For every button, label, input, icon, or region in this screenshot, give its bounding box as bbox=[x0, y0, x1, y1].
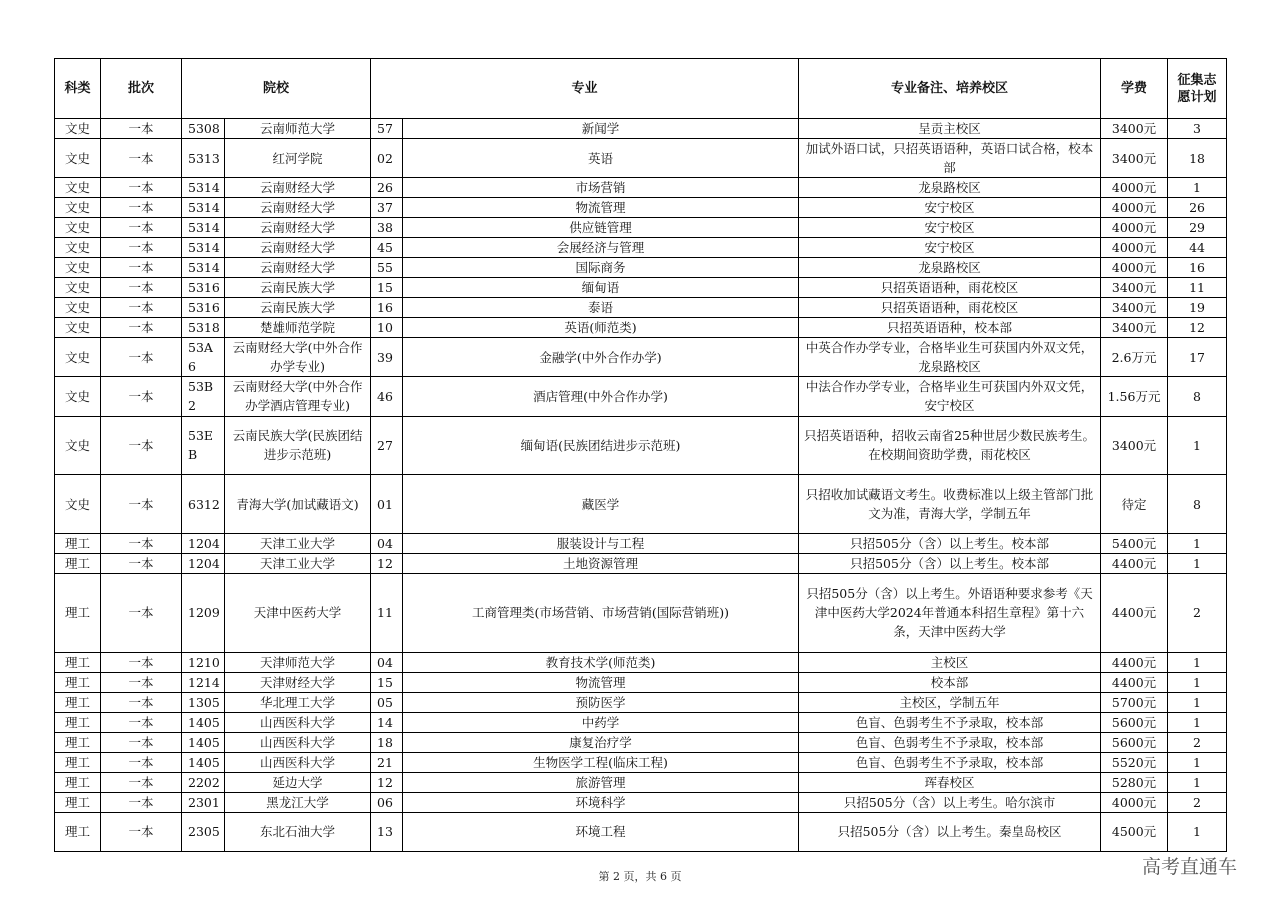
school-code-cell: 6312 bbox=[182, 475, 225, 534]
school-code-cell: 53EB bbox=[182, 416, 225, 475]
plan-count-cell: 2 bbox=[1168, 574, 1227, 652]
major-name-cell: 环境科学 bbox=[403, 792, 799, 812]
table-row bbox=[55, 318, 1227, 338]
category-cell: 理工 bbox=[55, 692, 101, 712]
category-cell: 文史 bbox=[55, 278, 101, 298]
fee-cell: 5700元 bbox=[1101, 692, 1168, 712]
plan-count-cell: 1 bbox=[1168, 652, 1227, 672]
school-code-cell: 5316 bbox=[182, 278, 225, 298]
batch-cell: 一本 bbox=[101, 298, 182, 318]
fee-cell: 4400元 bbox=[1101, 652, 1168, 672]
table-row bbox=[55, 238, 1227, 258]
table-row bbox=[55, 338, 1227, 377]
batch-cell: 一本 bbox=[101, 672, 182, 692]
major-code-cell: 46 bbox=[371, 377, 403, 416]
category-cell: 文史 bbox=[55, 178, 101, 198]
table-row bbox=[55, 178, 1227, 198]
table-row bbox=[55, 712, 1227, 732]
major-code-cell: 39 bbox=[371, 338, 403, 377]
category-cell: 文史 bbox=[55, 318, 101, 338]
page-footer: 第 2 页，共 6 页 bbox=[598, 870, 682, 883]
header-major: 专业 bbox=[371, 59, 799, 119]
table-row bbox=[55, 218, 1227, 238]
note-cell: 安宁校区 bbox=[799, 238, 1101, 258]
major-code-cell: 27 bbox=[371, 416, 403, 475]
fee-cell: 4500元 bbox=[1101, 812, 1168, 851]
school-name-cell: 云南师范大学 bbox=[225, 119, 371, 139]
major-code-cell: 21 bbox=[371, 752, 403, 772]
note-cell: 只招505分（含）以上考生。外语语种要求参考《天津中医药大学2024年普通本科招生章程》第十六条，天津中医药大学 bbox=[799, 574, 1101, 652]
major-name-cell: 新闻学 bbox=[403, 119, 799, 139]
batch-cell: 一本 bbox=[101, 238, 182, 258]
major-code-cell: 02 bbox=[371, 139, 403, 178]
note-cell: 色盲、色弱考生不予录取，校本部 bbox=[799, 712, 1101, 732]
batch-cell: 一本 bbox=[101, 752, 182, 772]
major-name-cell: 英语(师范类) bbox=[403, 318, 799, 338]
category-cell: 理工 bbox=[55, 792, 101, 812]
major-code-cell: 04 bbox=[371, 534, 403, 554]
fee-cell: 2.6万元 bbox=[1101, 338, 1168, 377]
note-cell: 呈贡主校区 bbox=[799, 119, 1101, 139]
note-cell: 只招505分（含）以上考生。哈尔滨市 bbox=[799, 792, 1101, 812]
category-cell: 理工 bbox=[55, 732, 101, 752]
fee-cell: 4000元 bbox=[1101, 238, 1168, 258]
major-name-cell: 物流管理 bbox=[403, 198, 799, 218]
school-code-cell: 5308 bbox=[182, 119, 225, 139]
school-code-cell: 5318 bbox=[182, 318, 225, 338]
batch-cell: 一本 bbox=[101, 178, 182, 198]
major-name-cell: 缅甸语 bbox=[403, 278, 799, 298]
header-fee: 学费 bbox=[1101, 59, 1168, 119]
table-row bbox=[55, 377, 1227, 416]
batch-cell: 一本 bbox=[101, 772, 182, 792]
batch-cell: 一本 bbox=[101, 198, 182, 218]
school-name-cell: 云南财经大学 bbox=[225, 238, 371, 258]
major-code-cell: 26 bbox=[371, 178, 403, 198]
table-row bbox=[55, 574, 1227, 652]
batch-cell: 一本 bbox=[101, 318, 182, 338]
school-name-cell: 云南财经大学(中外合作办学专业) bbox=[225, 338, 371, 377]
school-code-cell: 1405 bbox=[182, 752, 225, 772]
header-school: 院校 bbox=[182, 59, 371, 119]
fee-cell: 4000元 bbox=[1101, 198, 1168, 218]
table-row bbox=[55, 119, 1227, 139]
plan-count-cell: 8 bbox=[1168, 377, 1227, 416]
school-name-cell: 云南财经大学 bbox=[225, 258, 371, 278]
major-code-cell: 45 bbox=[371, 238, 403, 258]
plan-count-cell: 19 bbox=[1168, 298, 1227, 318]
table-row bbox=[55, 298, 1227, 318]
school-code-cell: 5314 bbox=[182, 258, 225, 278]
batch-cell: 一本 bbox=[101, 712, 182, 732]
note-cell: 主校区 bbox=[799, 652, 1101, 672]
table-row bbox=[55, 475, 1227, 534]
plan-count-cell: 3 bbox=[1168, 119, 1227, 139]
school-code-cell: 1210 bbox=[182, 652, 225, 672]
batch-cell: 一本 bbox=[101, 139, 182, 178]
category-cell: 理工 bbox=[55, 672, 101, 692]
note-cell: 安宁校区 bbox=[799, 198, 1101, 218]
category-cell: 理工 bbox=[55, 554, 101, 574]
plan-count-cell: 44 bbox=[1168, 238, 1227, 258]
school-name-cell: 楚雄师范学院 bbox=[225, 318, 371, 338]
batch-cell: 一本 bbox=[101, 377, 182, 416]
school-name-cell: 云南财经大学 bbox=[225, 218, 371, 238]
school-name-cell: 云南民族大学 bbox=[225, 298, 371, 318]
school-code-cell: 2202 bbox=[182, 772, 225, 792]
fee-cell: 5520元 bbox=[1101, 752, 1168, 772]
major-name-cell: 环境工程 bbox=[403, 812, 799, 851]
school-code-cell: 5314 bbox=[182, 178, 225, 198]
plan-count-cell: 18 bbox=[1168, 139, 1227, 178]
header-category: 科类 bbox=[55, 59, 101, 119]
batch-cell: 一本 bbox=[101, 218, 182, 238]
note-cell: 只招英语语种，校本部 bbox=[799, 318, 1101, 338]
table-row bbox=[55, 732, 1227, 752]
major-code-cell: 37 bbox=[371, 198, 403, 218]
note-cell: 安宁校区 bbox=[799, 218, 1101, 238]
batch-cell: 一本 bbox=[101, 732, 182, 752]
category-cell: 文史 bbox=[55, 238, 101, 258]
fee-cell: 4000元 bbox=[1101, 218, 1168, 238]
note-cell: 色盲、色弱考生不予录取，校本部 bbox=[799, 752, 1101, 772]
major-name-cell: 市场营销 bbox=[403, 178, 799, 198]
fee-cell: 1.56万元 bbox=[1101, 377, 1168, 416]
school-name-cell: 天津师范大学 bbox=[225, 652, 371, 672]
plan-count-cell: 1 bbox=[1168, 178, 1227, 198]
plan-count-cell: 2 bbox=[1168, 792, 1227, 812]
major-name-cell: 藏医学 bbox=[403, 475, 799, 534]
note-cell: 珲春校区 bbox=[799, 772, 1101, 792]
plan-count-cell: 1 bbox=[1168, 812, 1227, 851]
major-code-cell: 38 bbox=[371, 218, 403, 238]
category-cell: 理工 bbox=[55, 712, 101, 732]
major-name-cell: 土地资源管理 bbox=[403, 554, 799, 574]
note-cell: 校本部 bbox=[799, 672, 1101, 692]
major-code-cell: 11 bbox=[371, 574, 403, 652]
major-code-cell: 13 bbox=[371, 812, 403, 851]
note-cell: 色盲、色弱考生不予录取，校本部 bbox=[799, 732, 1101, 752]
fee-cell: 4400元 bbox=[1101, 574, 1168, 652]
category-cell: 理工 bbox=[55, 772, 101, 792]
admission-plan-table bbox=[54, 58, 1227, 852]
school-name-cell: 天津工业大学 bbox=[225, 554, 371, 574]
fee-cell: 3400元 bbox=[1101, 139, 1168, 178]
table-row bbox=[55, 812, 1227, 851]
fee-cell: 4400元 bbox=[1101, 672, 1168, 692]
fee-cell: 4000元 bbox=[1101, 792, 1168, 812]
fee-cell: 3400元 bbox=[1101, 298, 1168, 318]
school-code-cell: 5313 bbox=[182, 139, 225, 178]
header-batch: 批次 bbox=[101, 59, 182, 119]
school-name-cell: 黑龙江大学 bbox=[225, 792, 371, 812]
table-header-row bbox=[55, 59, 1227, 119]
table-row bbox=[55, 534, 1227, 554]
school-code-cell: 2301 bbox=[182, 792, 225, 812]
note-cell: 只招英语语种，雨花校区 bbox=[799, 298, 1101, 318]
school-name-cell: 云南财经大学(中外合作办学酒店管理专业) bbox=[225, 377, 371, 416]
major-name-cell: 预防医学 bbox=[403, 692, 799, 712]
note-cell: 龙泉路校区 bbox=[799, 258, 1101, 278]
header-note: 专业备注、培养校区 bbox=[799, 59, 1101, 119]
table-row bbox=[55, 278, 1227, 298]
major-code-cell: 12 bbox=[371, 554, 403, 574]
school-name-cell: 天津财经大学 bbox=[225, 672, 371, 692]
plan-count-cell: 1 bbox=[1168, 554, 1227, 574]
category-cell: 文史 bbox=[55, 416, 101, 475]
major-name-cell: 工商管理类(市场营销、市场营销(国际营销班)) bbox=[403, 574, 799, 652]
school-name-cell: 天津中医药大学 bbox=[225, 574, 371, 652]
plan-count-cell: 16 bbox=[1168, 258, 1227, 278]
table-row bbox=[55, 672, 1227, 692]
major-code-cell: 04 bbox=[371, 652, 403, 672]
note-cell: 只招收加试藏语文考生。收费标准以上级主管部门批文为准，青海大学，学制五年 bbox=[799, 475, 1101, 534]
major-code-cell: 10 bbox=[371, 318, 403, 338]
plan-count-cell: 12 bbox=[1168, 318, 1227, 338]
major-name-cell: 酒店管理(中外合作办学) bbox=[403, 377, 799, 416]
major-code-cell: 15 bbox=[371, 278, 403, 298]
school-code-cell: 1405 bbox=[182, 732, 225, 752]
school-name-cell: 山西医科大学 bbox=[225, 732, 371, 752]
major-name-cell: 生物医学工程(临床工程) bbox=[403, 752, 799, 772]
plan-count-cell: 17 bbox=[1168, 338, 1227, 377]
school-code-cell: 1405 bbox=[182, 712, 225, 732]
batch-cell: 一本 bbox=[101, 692, 182, 712]
batch-cell: 一本 bbox=[101, 278, 182, 298]
school-name-cell: 青海大学(加试藏语文) bbox=[225, 475, 371, 534]
plan-count-cell: 26 bbox=[1168, 198, 1227, 218]
school-code-cell: 2305 bbox=[182, 812, 225, 851]
school-name-cell: 东北石油大学 bbox=[225, 812, 371, 851]
plan-count-cell: 1 bbox=[1168, 672, 1227, 692]
major-name-cell: 中药学 bbox=[403, 712, 799, 732]
major-code-cell: 05 bbox=[371, 692, 403, 712]
plan-count-cell: 1 bbox=[1168, 534, 1227, 554]
major-name-cell: 供应链管理 bbox=[403, 218, 799, 238]
plan-count-cell: 2 bbox=[1168, 732, 1227, 752]
table-row bbox=[55, 692, 1227, 712]
table-body bbox=[55, 119, 1227, 852]
batch-cell: 一本 bbox=[101, 416, 182, 475]
major-code-cell: 57 bbox=[371, 119, 403, 139]
school-code-cell: 5314 bbox=[182, 238, 225, 258]
note-cell: 加试外语口试，只招英语语种，英语口试合格，校本部 bbox=[799, 139, 1101, 178]
note-cell: 只招505分（含）以上考生。校本部 bbox=[799, 554, 1101, 574]
category-cell: 文史 bbox=[55, 298, 101, 318]
school-name-cell: 山西医科大学 bbox=[225, 752, 371, 772]
school-code-cell: 53A6 bbox=[182, 338, 225, 377]
category-cell: 理工 bbox=[55, 534, 101, 554]
school-name-cell: 红河学院 bbox=[225, 139, 371, 178]
school-name-cell: 云南民族大学(民族团结进步示范班) bbox=[225, 416, 371, 475]
fee-cell: 3400元 bbox=[1101, 119, 1168, 139]
batch-cell: 一本 bbox=[101, 338, 182, 377]
category-cell: 理工 bbox=[55, 812, 101, 851]
table-row bbox=[55, 198, 1227, 218]
fee-cell: 5600元 bbox=[1101, 712, 1168, 732]
table-row bbox=[55, 258, 1227, 278]
batch-cell: 一本 bbox=[101, 574, 182, 652]
plan-count-cell: 11 bbox=[1168, 278, 1227, 298]
category-cell: 文史 bbox=[55, 119, 101, 139]
major-code-cell: 06 bbox=[371, 792, 403, 812]
category-cell: 理工 bbox=[55, 652, 101, 672]
header-plan: 征集志愿计划 bbox=[1168, 59, 1227, 119]
major-name-cell: 泰语 bbox=[403, 298, 799, 318]
major-code-cell: 12 bbox=[371, 772, 403, 792]
plan-count-cell: 1 bbox=[1168, 772, 1227, 792]
fee-cell: 4000元 bbox=[1101, 178, 1168, 198]
major-code-cell: 15 bbox=[371, 672, 403, 692]
note-cell: 龙泉路校区 bbox=[799, 178, 1101, 198]
major-name-cell: 康复治疗学 bbox=[403, 732, 799, 752]
major-code-cell: 55 bbox=[371, 258, 403, 278]
major-name-cell: 教育技术学(师范类) bbox=[403, 652, 799, 672]
major-name-cell: 国际商务 bbox=[403, 258, 799, 278]
fee-cell: 5400元 bbox=[1101, 534, 1168, 554]
major-name-cell: 旅游管理 bbox=[403, 772, 799, 792]
batch-cell: 一本 bbox=[101, 534, 182, 554]
plan-count-cell: 1 bbox=[1168, 752, 1227, 772]
school-code-cell: 5314 bbox=[182, 198, 225, 218]
table-row bbox=[55, 772, 1227, 792]
plan-count-cell: 8 bbox=[1168, 475, 1227, 534]
major-name-cell: 缅甸语(民族团结进步示范班) bbox=[403, 416, 799, 475]
major-code-cell: 01 bbox=[371, 475, 403, 534]
plan-count-cell: 29 bbox=[1168, 218, 1227, 238]
table-row bbox=[55, 652, 1227, 672]
major-code-cell: 18 bbox=[371, 732, 403, 752]
note-cell: 只招英语语种，雨花校区 bbox=[799, 278, 1101, 298]
fee-cell: 4400元 bbox=[1101, 554, 1168, 574]
fee-cell: 3400元 bbox=[1101, 416, 1168, 475]
category-cell: 理工 bbox=[55, 752, 101, 772]
category-cell: 文史 bbox=[55, 377, 101, 416]
category-cell: 文史 bbox=[55, 475, 101, 534]
note-cell: 中法合作办学专业，合格毕业生可获国内外双文凭，安宁校区 bbox=[799, 377, 1101, 416]
plan-count-cell: 1 bbox=[1168, 416, 1227, 475]
note-cell: 只招505分（含）以上考生。校本部 bbox=[799, 534, 1101, 554]
fee-cell: 待定 bbox=[1101, 475, 1168, 534]
fee-cell: 4000元 bbox=[1101, 258, 1168, 278]
school-name-cell: 天津工业大学 bbox=[225, 534, 371, 554]
note-cell: 主校区，学制五年 bbox=[799, 692, 1101, 712]
school-name-cell: 延边大学 bbox=[225, 772, 371, 792]
category-cell: 理工 bbox=[55, 574, 101, 652]
major-code-cell: 14 bbox=[371, 712, 403, 732]
school-name-cell: 山西医科大学 bbox=[225, 712, 371, 732]
batch-cell: 一本 bbox=[101, 119, 182, 139]
watermark-text: 高考直通车 bbox=[1142, 856, 1238, 878]
fee-cell: 3400元 bbox=[1101, 318, 1168, 338]
note-cell: 中英合作办学专业，合格毕业生可获国内外双文凭，龙泉路校区 bbox=[799, 338, 1101, 377]
batch-cell: 一本 bbox=[101, 554, 182, 574]
school-code-cell: 1214 bbox=[182, 672, 225, 692]
school-name-cell: 华北理工大学 bbox=[225, 692, 371, 712]
table-row bbox=[55, 752, 1227, 772]
school-name-cell: 云南财经大学 bbox=[225, 198, 371, 218]
category-cell: 文史 bbox=[55, 218, 101, 238]
batch-cell: 一本 bbox=[101, 792, 182, 812]
batch-cell: 一本 bbox=[101, 652, 182, 672]
table-row bbox=[55, 792, 1227, 812]
major-name-cell: 物流管理 bbox=[403, 672, 799, 692]
school-name-cell: 云南财经大学 bbox=[225, 178, 371, 198]
school-code-cell: 1209 bbox=[182, 574, 225, 652]
school-code-cell: 1204 bbox=[182, 534, 225, 554]
plan-count-cell: 1 bbox=[1168, 692, 1227, 712]
school-code-cell: 1204 bbox=[182, 554, 225, 574]
major-name-cell: 金融学(中外合作办学) bbox=[403, 338, 799, 377]
fee-cell: 5600元 bbox=[1101, 732, 1168, 752]
school-code-cell: 5314 bbox=[182, 218, 225, 238]
category-cell: 文史 bbox=[55, 139, 101, 178]
note-cell: 只招英语语种，招收云南省25种世居少数民族考生。在校期间资助学费，雨花校区 bbox=[799, 416, 1101, 475]
major-name-cell: 会展经济与管理 bbox=[403, 238, 799, 258]
category-cell: 文史 bbox=[55, 338, 101, 377]
category-cell: 文史 bbox=[55, 258, 101, 278]
major-name-cell: 服装设计与工程 bbox=[403, 534, 799, 554]
table-row bbox=[55, 554, 1227, 574]
fee-cell: 3400元 bbox=[1101, 278, 1168, 298]
table-row bbox=[55, 139, 1227, 178]
school-name-cell: 云南民族大学 bbox=[225, 278, 371, 298]
school-code-cell: 1305 bbox=[182, 692, 225, 712]
category-cell: 文史 bbox=[55, 198, 101, 218]
school-code-cell: 53B2 bbox=[182, 377, 225, 416]
batch-cell: 一本 bbox=[101, 812, 182, 851]
fee-cell: 5280元 bbox=[1101, 772, 1168, 792]
note-cell: 只招505分（含）以上考生。秦皇岛校区 bbox=[799, 812, 1101, 851]
plan-count-cell: 1 bbox=[1168, 712, 1227, 732]
table-row bbox=[55, 416, 1227, 475]
major-name-cell: 英语 bbox=[403, 139, 799, 178]
school-code-cell: 5316 bbox=[182, 298, 225, 318]
major-code-cell: 16 bbox=[371, 298, 403, 318]
batch-cell: 一本 bbox=[101, 475, 182, 534]
batch-cell: 一本 bbox=[101, 258, 182, 278]
